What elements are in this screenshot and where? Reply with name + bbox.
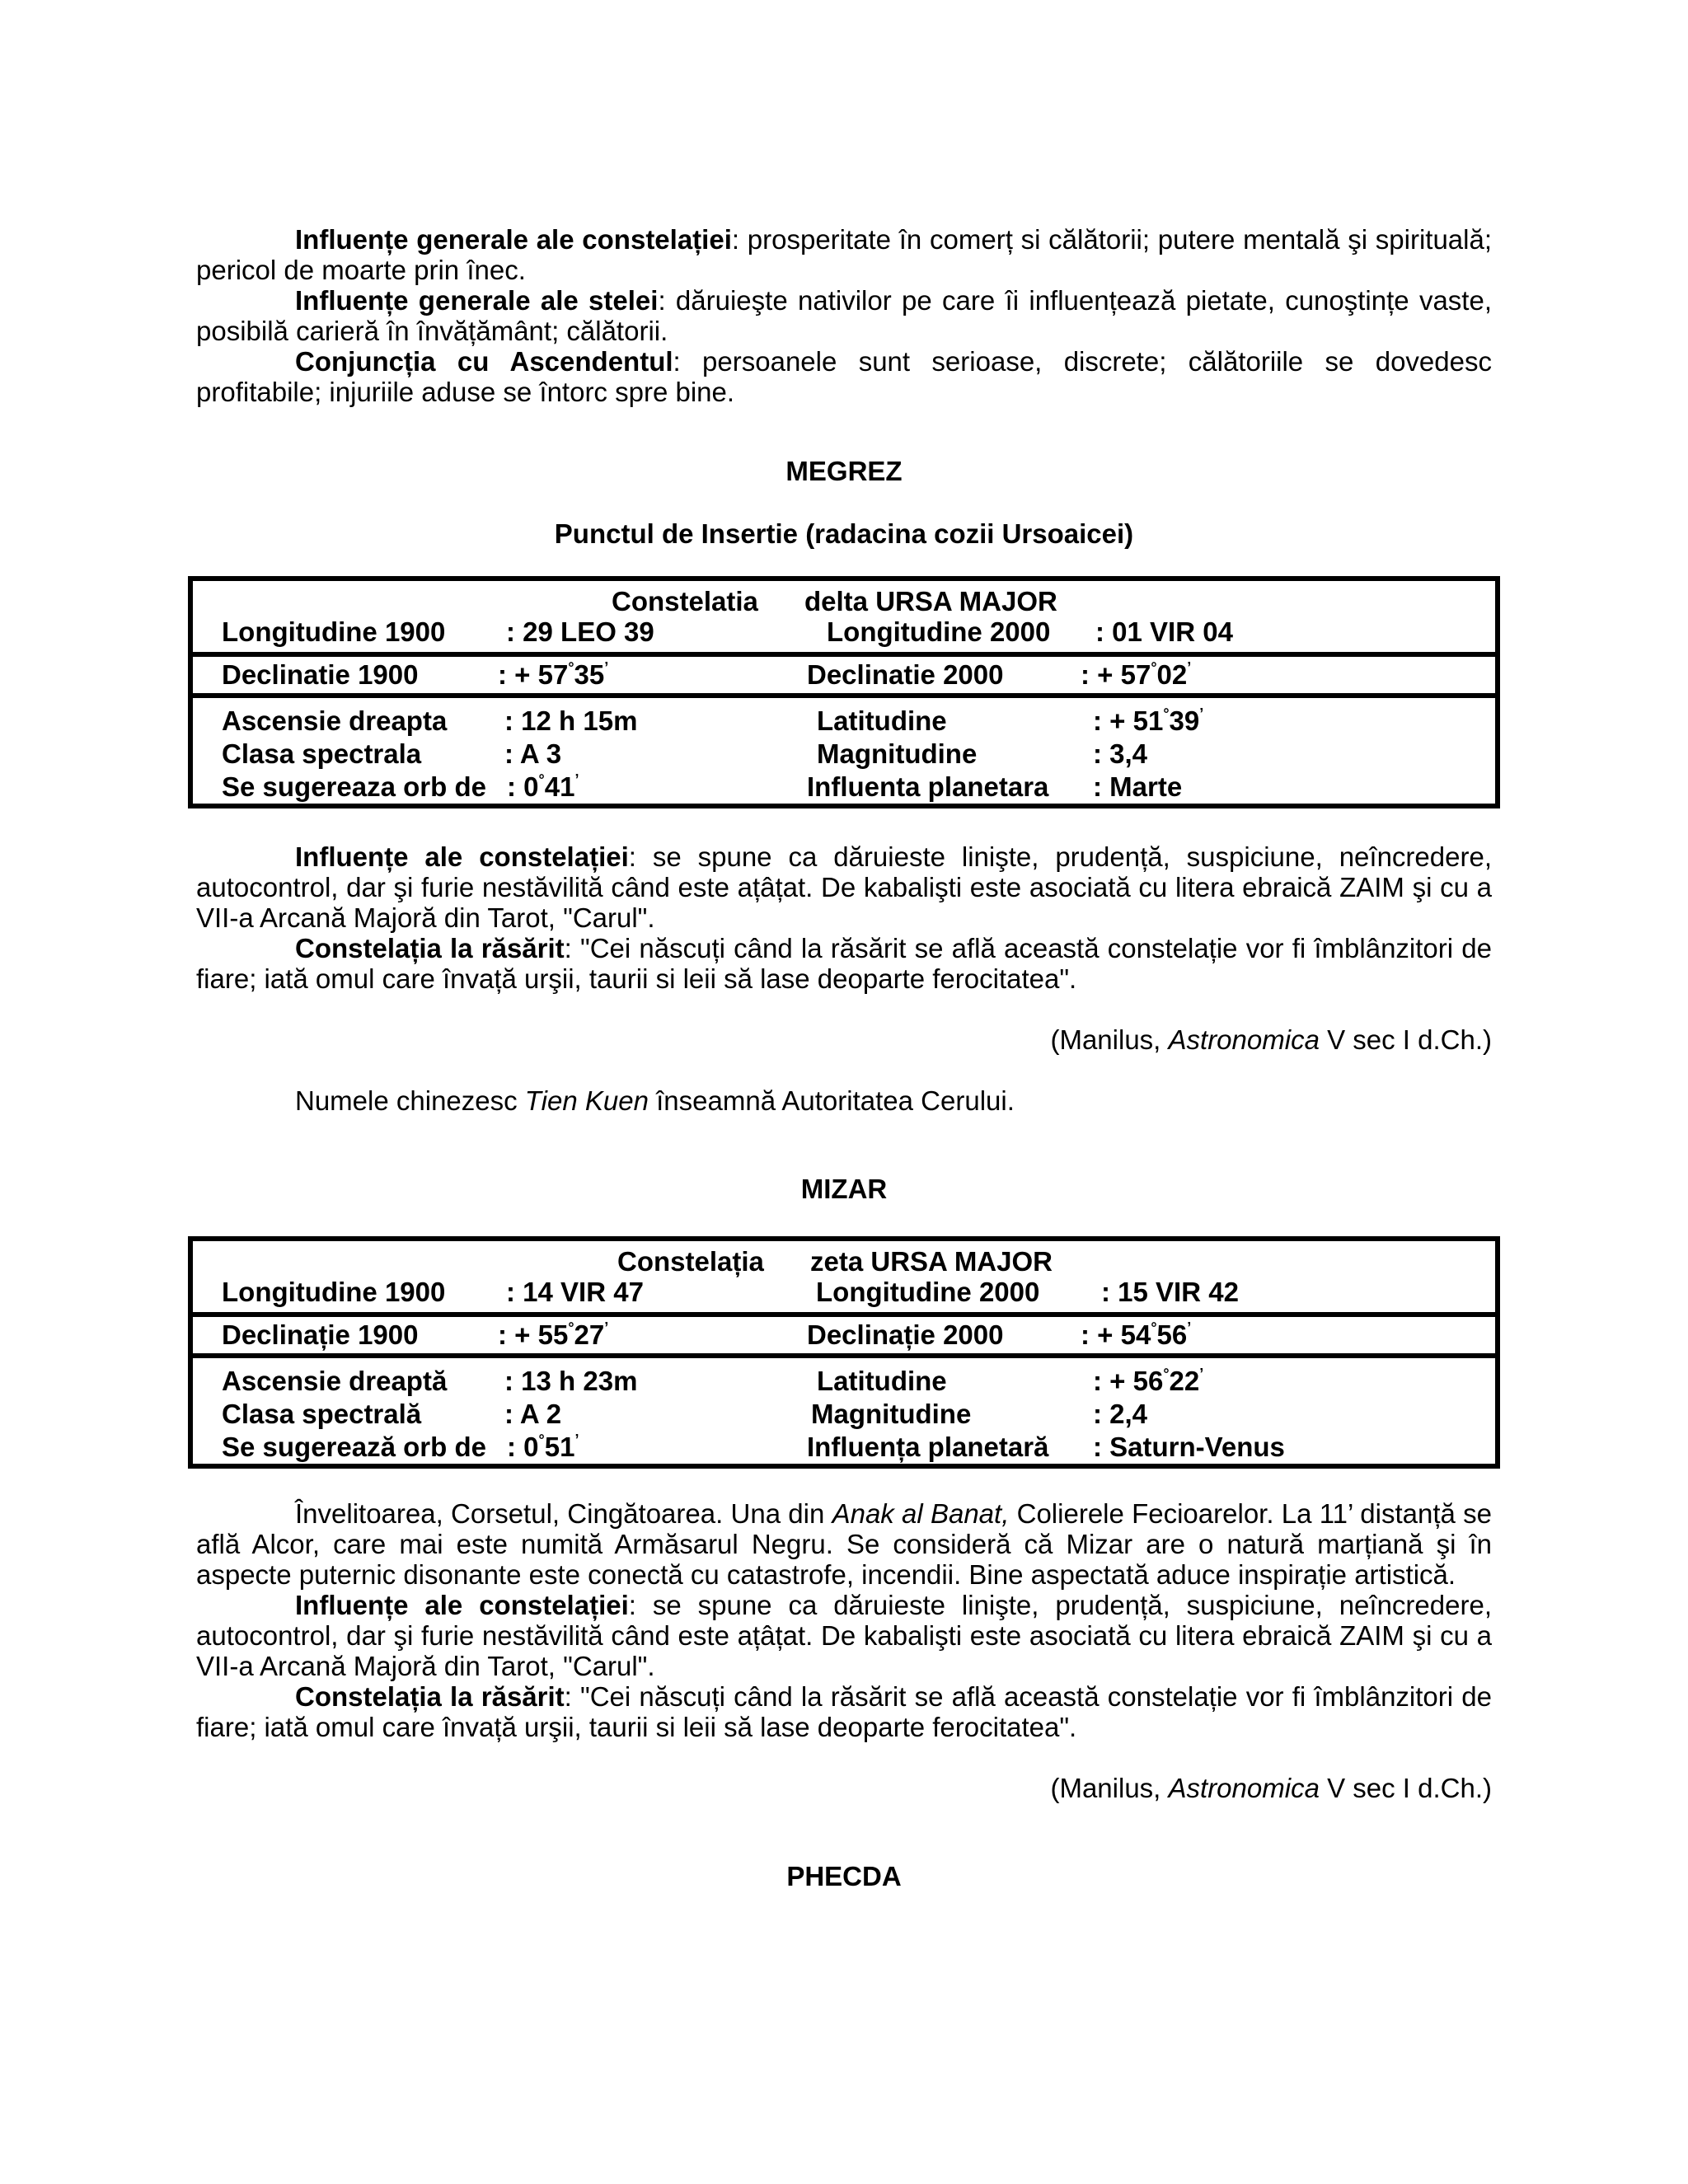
mizar-title: MIZAR bbox=[800, 1174, 888, 1204]
degree-symbol: ° bbox=[1151, 1319, 1157, 1336]
magnitude-value: : 2,4 bbox=[1093, 1399, 1148, 1429]
right-ascension-value: : 12 h 15m bbox=[504, 705, 638, 736]
spectral-class-value: : A 2 bbox=[504, 1399, 562, 1429]
minutes: 22 bbox=[1169, 1366, 1200, 1396]
paragraph-text: : se spune ca dăruieste linişte, prudență, suspiciune, neîncredere, autocontrol, dar şi furie nestăvilită când este ațâțat. De kabalişti este asociată cu litera ebraică ZAIM şi cu a VII-a Arcană Majoră din Tarot, "Carul". bbox=[196, 841, 1492, 933]
longitude-1900-value: : 29 LEO 39 bbox=[506, 616, 654, 647]
table-row bbox=[193, 1312, 1495, 1353]
megrez-citation bbox=[196, 1024, 1492, 1055]
table-row bbox=[193, 1241, 1495, 1312]
mizar-data-table bbox=[188, 1236, 1500, 1469]
paragraph-text: : se spune ca dăruieste linişte, prudență, suspiciune, neîncredere, autocontrol, dar şi furie nestăvilită când este ațâțat. De kabalişti este asociată cu litera ebraică ZAIM şi cu a VII-a Arcană Majoră din Tarot, "Carul". bbox=[196, 1590, 1492, 1681]
spectral-class-label: Clasa spectrală bbox=[222, 1399, 422, 1429]
declination-2000-value bbox=[1081, 1319, 1191, 1350]
minutes: 35 bbox=[574, 659, 605, 690]
paragraph-text: : prosperitate în comerț si călătorii; putere mentală şi spirituală; pericol de moarte prin înec. bbox=[196, 224, 1492, 285]
minutes: 02 bbox=[1156, 659, 1188, 690]
page-content bbox=[196, 224, 1492, 1891]
megrez-data-table bbox=[188, 576, 1500, 808]
degrees: : + 57 bbox=[1081, 659, 1151, 690]
degree-symbol: ° bbox=[1163, 1366, 1170, 1382]
right-ascension-value: : 13 h 23m bbox=[504, 1366, 638, 1396]
constellation-label: Constelatia bbox=[612, 586, 758, 616]
declination-1900-label: Declinație 1900 bbox=[222, 1319, 419, 1350]
table-row bbox=[193, 693, 1495, 804]
minute-symbol: ’ bbox=[574, 1432, 579, 1448]
italic-name: Anak al Banat, bbox=[832, 1498, 1010, 1529]
declination-1900-value bbox=[498, 1319, 608, 1350]
orb-value bbox=[507, 1432, 579, 1462]
longitude-2000-label: Longitudine 2000 bbox=[827, 616, 1051, 647]
longitude-2000-value: : 15 VIR 42 bbox=[1101, 1277, 1239, 1307]
bold-label: Conjuncția cu Ascendentul bbox=[295, 346, 673, 377]
planetary-influence-value: : Saturn-Venus bbox=[1093, 1432, 1285, 1462]
bold-label: Constelația la răsărit bbox=[295, 933, 565, 963]
citation-text: (Manilus, bbox=[1050, 1773, 1161, 1803]
minute-symbol: ’ bbox=[1187, 659, 1192, 676]
bold-label: Constelația la răsărit bbox=[295, 1681, 565, 1712]
paragraph-text: Numele chinezesc bbox=[295, 1085, 518, 1116]
longitude-1900-value: : 14 VIR 47 bbox=[506, 1277, 644, 1307]
degrees: : + 57 bbox=[498, 659, 569, 690]
minutes: 56 bbox=[1156, 1319, 1188, 1350]
megrez-paragraph-2 bbox=[196, 933, 1492, 994]
magnitude-value: : 3,4 bbox=[1093, 738, 1148, 769]
degrees: : + 55 bbox=[498, 1319, 569, 1350]
magnitude-label: Magnitudine bbox=[817, 738, 978, 769]
latitude-value bbox=[1093, 1366, 1203, 1396]
paragraph-text: înseamnă Autoritatea Cerului. bbox=[656, 1085, 1015, 1116]
citation-text: V sec I d.Ch.) bbox=[1327, 1024, 1492, 1055]
spectral-class-value: : A 3 bbox=[504, 738, 562, 769]
constellation-value: delta URSA MAJOR bbox=[804, 586, 1057, 616]
minutes: 51 bbox=[544, 1432, 575, 1462]
paragraph-text: Colierele Fecioarelor. La 11’ distanță se află Alcor, care mai este numită Armăsarul Negru. Se consideră că Mizar are o natură marțiană şi în aspecte puternic disonante este conectă cu catastrofe, incendii. Bine aspectată aduce inspirație artistică. bbox=[196, 1498, 1492, 1590]
degrees: : + 51 bbox=[1093, 705, 1164, 736]
degrees: : 0 bbox=[507, 771, 539, 802]
longitude-2000-label: Longitudine 2000 bbox=[816, 1277, 1040, 1307]
bold-label: Influențe generale ale constelației bbox=[295, 224, 732, 255]
degree-symbol: ° bbox=[538, 771, 545, 788]
planetary-influence-value: : Marte bbox=[1093, 771, 1183, 802]
phecda-title: PHECDA bbox=[786, 1861, 902, 1891]
mizar-intro-paragraph bbox=[196, 1498, 1492, 1590]
minute-symbol: ’ bbox=[1187, 1319, 1192, 1336]
declination-2000-value bbox=[1081, 659, 1191, 690]
longitude-1900-label: Longitudine 1900 bbox=[222, 1277, 446, 1307]
latitude-label: Latitudine bbox=[817, 705, 947, 736]
citation-title: Astronomica bbox=[1168, 1773, 1320, 1803]
mizar-citation bbox=[196, 1773, 1492, 1803]
degree-symbol: ° bbox=[568, 1319, 574, 1336]
spectral-class-label: Clasa spectrala bbox=[222, 738, 422, 769]
declination-2000-label: Declinatie 2000 bbox=[807, 659, 1004, 690]
orb-value bbox=[507, 771, 579, 802]
planetary-influence-label: Influența planetară bbox=[807, 1432, 1049, 1462]
latitude-label: Latitudine bbox=[817, 1366, 947, 1396]
paragraph-text: : "Cei născuți când la răsărit se află această constelație vor fi îmblânzitori de fiare; iată omul care învață urşii, taurii si leii să lase deoparte ferocitatea". bbox=[196, 933, 1492, 994]
bold-label: Influențe generale ale stelei bbox=[295, 285, 659, 316]
planetary-influence-label: Influenta planetara bbox=[807, 771, 1049, 802]
minute-symbol: ’ bbox=[574, 771, 579, 788]
paragraph-text: : dăruieşte nativilor pe care îi influențează pietate, cunoştințe vaste, posibilă carieră în învățământ; călătorii. bbox=[196, 285, 1492, 346]
bold-label: Influențe ale constelației bbox=[295, 1590, 629, 1620]
magnitude-label: Magnitudine bbox=[811, 1399, 972, 1429]
top-paragraph-1 bbox=[196, 224, 1492, 285]
declination-1900-label: Declinatie 1900 bbox=[222, 659, 419, 690]
mizar-paragraph-1 bbox=[196, 1590, 1492, 1681]
megrez-subtitle: Punctul de Insertie (radacina cozii Ursoaicei) bbox=[554, 518, 1134, 549]
top-paragraph-2 bbox=[196, 285, 1492, 346]
right-ascension-label: Ascensie dreaptă bbox=[222, 1366, 448, 1396]
degree-symbol: ° bbox=[568, 659, 574, 676]
paragraph-text: : "Cei născuți când la răsărit se află această constelație vor fi îmblânzitori de fiare; iată omul care învață urşii, taurii si leii să lase deoparte ferocitatea". bbox=[196, 1681, 1492, 1742]
megrez-paragraph-1 bbox=[196, 841, 1492, 933]
minutes: 27 bbox=[574, 1319, 605, 1350]
degree-symbol: ° bbox=[1151, 659, 1157, 676]
top-paragraph-3 bbox=[196, 346, 1492, 407]
citation-title: Astronomica bbox=[1168, 1024, 1320, 1055]
longitude-1900-label: Longitudine 1900 bbox=[222, 616, 446, 647]
minute-symbol: ’ bbox=[1199, 1366, 1204, 1382]
constellation-label: Constelația bbox=[617, 1246, 764, 1277]
megrez-title: MEGREZ bbox=[785, 456, 903, 486]
table-row bbox=[193, 652, 1495, 693]
mizar-paragraph-2 bbox=[196, 1681, 1492, 1742]
bold-label: Influențe ale constelației bbox=[295, 841, 629, 872]
table-row bbox=[193, 581, 1495, 652]
minute-symbol: ’ bbox=[1199, 705, 1204, 722]
declination-1900-value bbox=[498, 659, 608, 690]
orb-label: Se sugereaza orb de bbox=[222, 771, 486, 802]
degrees: : + 56 bbox=[1093, 1366, 1164, 1396]
citation-text: (Manilus, bbox=[1050, 1024, 1161, 1055]
latitude-value bbox=[1093, 705, 1203, 736]
degrees: : + 54 bbox=[1081, 1319, 1151, 1350]
degree-symbol: ° bbox=[1163, 705, 1170, 722]
minutes: 39 bbox=[1169, 705, 1200, 736]
degrees: : 0 bbox=[507, 1432, 539, 1462]
chinese-name: Tien Kuen bbox=[524, 1085, 649, 1116]
degree-symbol: ° bbox=[538, 1432, 545, 1448]
megrez-chinese-name bbox=[196, 1085, 1492, 1116]
paragraph-text: : persoanele sunt serioase, discrete; călătoriile se dovedesc profitabile; injuriile aduse se întorc spre bine. bbox=[196, 346, 1492, 407]
minute-symbol: ’ bbox=[604, 659, 609, 676]
minutes: 41 bbox=[544, 771, 575, 802]
paragraph-text: Învelitoarea, Corsetul, Cingătoarea. Una din bbox=[295, 1498, 825, 1529]
citation-text: V sec I d.Ch.) bbox=[1327, 1773, 1492, 1803]
table-row bbox=[193, 1353, 1495, 1464]
declination-2000-label: Declinație 2000 bbox=[807, 1319, 1004, 1350]
longitude-2000-value: : 01 VIR 04 bbox=[1095, 616, 1233, 647]
minute-symbol: ’ bbox=[604, 1319, 609, 1336]
right-ascension-label: Ascensie dreapta bbox=[222, 705, 448, 736]
constellation-value: zeta URSA MAJOR bbox=[810, 1246, 1053, 1277]
orb-label: Se sugerează orb de bbox=[222, 1432, 486, 1462]
